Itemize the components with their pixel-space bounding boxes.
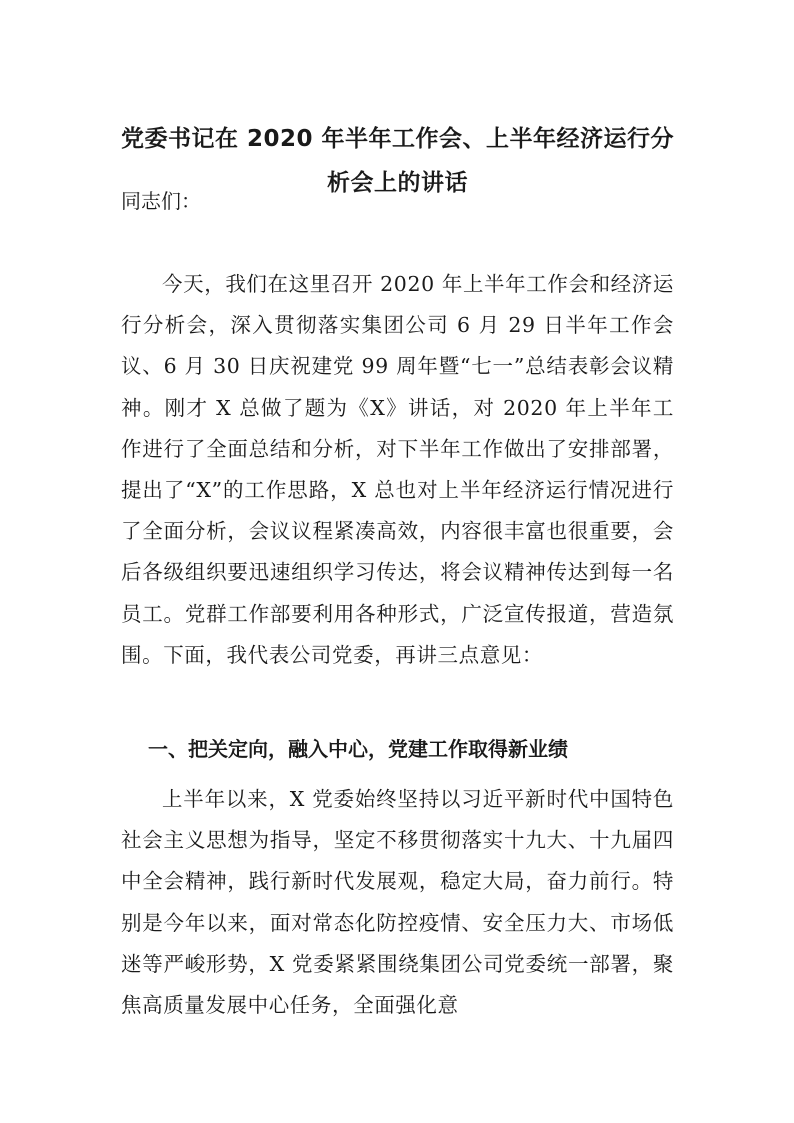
section-heading-1: 一、把关定向，融入中心，党建工作取得新业绩 <box>148 737 568 761</box>
paragraph-intro: 今天，我们在这里召开 2020 年上半年工作会和经济运行分析会，深入贯彻落实集团公司 6 月 29 日半年工作会议、6 月 30 日庆祝建党 99 周年暨“七一”总结表彰会议精神。刚才 X 总做了题为《X》讲话，对 2020 年上半年工作进行了全面总结和分析，对下半年工作做出了安排部署，提出了“X”的工作思路，X 总也对上半年经济运行情况进行了全面分析，会议议程紧凑高效，内容很丰富也很重要，会后各级组织要迅速组织学习传达，将会议精神传达到每一名员工。党群工作部要利用各种形式，广泛宣传报道，营造氛围。下面，我代表公司党委，再讲三点意见： <box>121 272 674 667</box>
title-line-2: 析会上的讲话 <box>327 170 468 196</box>
title-line-1: 党委书记在 2020 年半年工作会、上半年经济运行分 <box>120 126 675 152</box>
paragraph-section-1: 上半年以来，X 党委始终坚持以习近平新时代中国特色社会主义思想为指导，坚定不移贯彻落实十九大、十九届四中全会精神，践行新时代发展观，稳定大局，奋力前行。特别是今年以来，面对常态化防控疫情、安全压力大、市场低迷等严峻形势，X 党委紧紧围绕集团公司党委统一部署，聚焦高质量发展中心任务，全面强化意 <box>121 787 674 1018</box>
salutation: 同志们： <box>121 189 201 213</box>
